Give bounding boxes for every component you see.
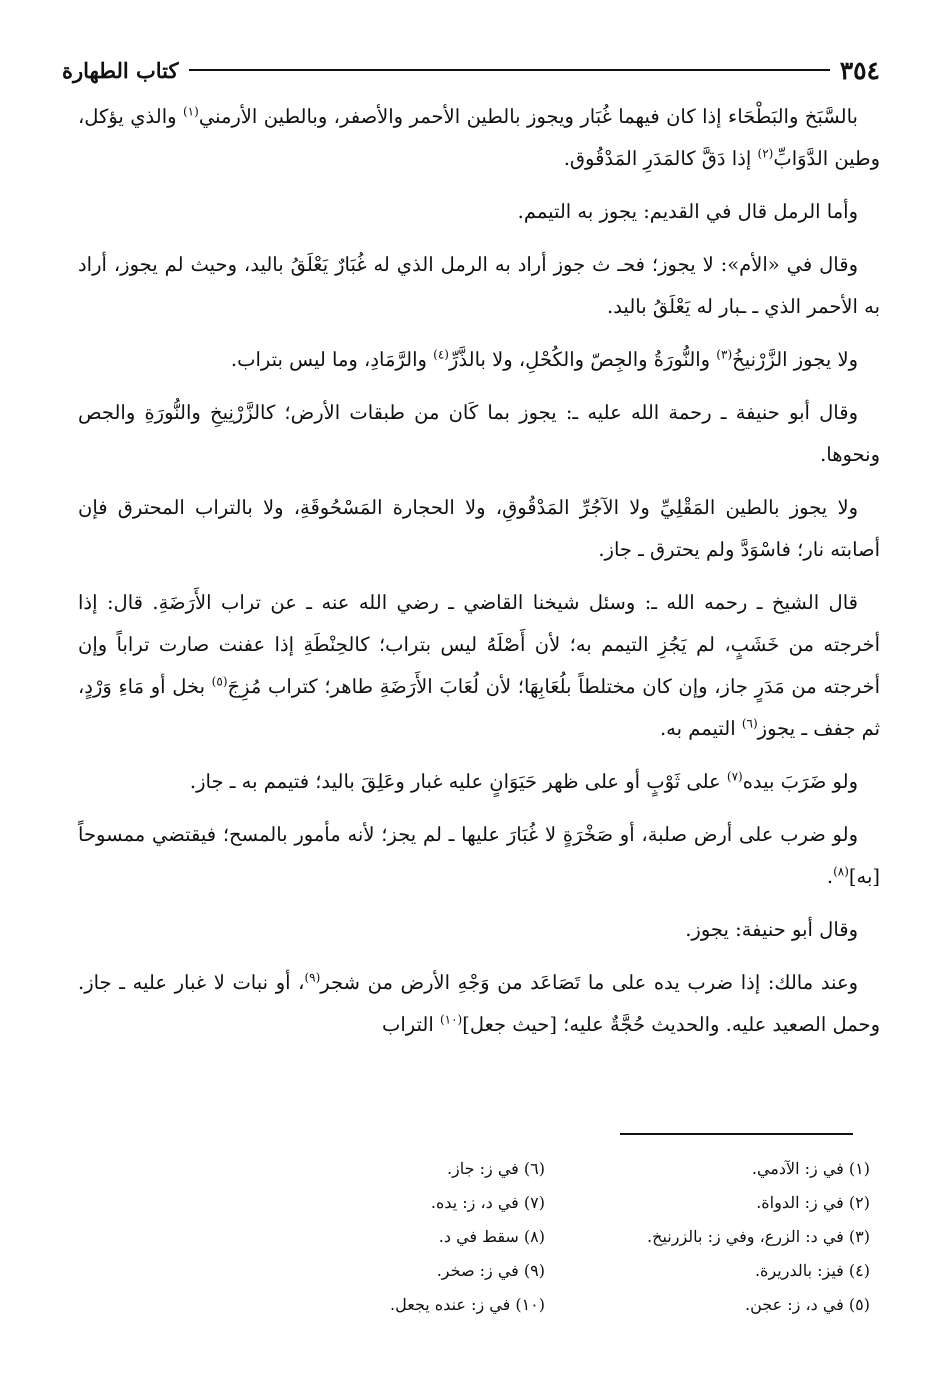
text-segment: قال الشيخ ـ رحمه الله ـ: وسئل شيخنا القاضي ـ رضي الله عنه ـ عن تراب الأَرَضَةِ. قال: إذا أخرجته من خَشَبٍ، لم يَجُزِ التيمم به؛ لأن أَصْلَهُ ليس بتراب؛ كالحِنْطَةِ إذا عفنت صارت تراباً وإن أخرجته من مَدَرٍ جاز، وإن كان مختلطاً بلُعَابِهَا؛ لأن لُعَابَ الأَرَضَةِ طاهر؛ كتراب مُزِجَ (78, 591, 880, 698)
footnote-marker: (٥) (211, 674, 228, 689)
paragraph (78, 191, 880, 233)
footnote: (٣) في د: الزرع، وفي ز: بالزرنيخ. (647, 1227, 870, 1246)
text-segment: وقال أبو حنيفة ـ رحمة الله عليه ـ: يجوز بما كَان من طبقات الأرض؛ كالزَّرْنِيخِ والنُّورَةِ والجص ونحوها. (78, 401, 880, 466)
footnotes-column-right (575, 1152, 870, 1322)
footnote-marker: (١) (182, 104, 199, 119)
paragraph (78, 761, 880, 803)
page-header (62, 52, 880, 88)
paragraph (78, 962, 880, 1046)
footnote: (٥) في د، ز: عجن. (745, 1295, 870, 1314)
footnotes (250, 1152, 870, 1322)
paragraph (78, 392, 880, 476)
paragraph (78, 909, 880, 951)
text-segment: ولا يجوز الزَّرْنيخُ (732, 348, 858, 371)
paragraph (78, 339, 880, 381)
footnote: (٩) في ز: صخر. (436, 1261, 545, 1280)
footnote: (٨) سقط في د. (438, 1227, 545, 1246)
text-segment: بخل أو مَاءِ وَرْدٍ، ثم جفف ـ يجوز (78, 675, 880, 740)
footnote-marker: (٢) (757, 146, 774, 161)
footnote-marker: (٤) (433, 347, 449, 362)
footnote-marker: (٧) (726, 769, 743, 784)
text-segment: والنُّورَةُ والجِصّ والكُحْلِ، ولا بالذَّرِّ (448, 348, 717, 371)
footnote-separator (620, 1133, 853, 1135)
text-segment: ولو ضَرَبَ بيده (742, 770, 858, 793)
text-segment: على ثَوْبٍ أو على ظهر حَيَوَانٍ عليه غبار وعَلِقَ باليد؛ فتيمم به ـ جاز. (189, 770, 727, 793)
text-segment: والرَّمَادِ، وما ليس بتراب. (230, 348, 434, 371)
footnote: (٢) في ز: الدواة. (756, 1193, 870, 1212)
book-title: كتاب الطهارة (62, 57, 179, 83)
footnote: (٧) في د، ز: يده. (430, 1193, 545, 1212)
text-segment: ولا يجوز بالطين المَقْلِيِّ ولا الآجُرِّ المَدْقُوقِ، ولا الحجارة المَسْحُوقَةِ، ولا بالتراب المحترق فإن أصابته نار؛ فاسْوَدَّ ولم يحترق ـ جاز. (78, 496, 880, 561)
paragraph (78, 487, 880, 571)
footnote-marker: (٨) (833, 864, 849, 879)
paragraph (78, 814, 880, 898)
footnote: (٦) في ز: جاز. (446, 1159, 545, 1178)
text-segment: وعند مالك: إذا ضرب يده على ما تَصَاعَد من وَجْهِ الأرض من شجر (320, 971, 858, 994)
text-segment: . (826, 865, 834, 888)
footnotes-column-left (250, 1152, 545, 1322)
text-segment: وأما الرمل قال في القديم: يجوز به التيمم. (517, 200, 858, 223)
paragraph (78, 244, 880, 328)
text-segment: إذا دَقَّ كالمَدَرِ المَدْقُوق. (563, 147, 758, 170)
footnote: (٤) فيز: بالدريرة. (754, 1261, 870, 1280)
footnote-marker: (٩) (304, 970, 321, 985)
paragraph (78, 582, 880, 750)
footnote: (١) في ز: الآدمي. (751, 1159, 870, 1178)
text-segment: وقال أبو حنيفة: يجوز. (685, 918, 858, 941)
text-segment: ، أو نبات لا غبار عليه ـ جاز. وحمل الصعيد عليه. والحديث حُجَّةٌ عليه؛ [حيث جعل] (78, 971, 880, 1036)
footnote: (١٠) في ز: عنده يجعل. (390, 1295, 545, 1314)
text-segment: التيمم به. (659, 717, 742, 740)
footnote-marker: (١٠) (439, 1012, 463, 1027)
paragraph (78, 96, 880, 180)
header-rule (189, 69, 830, 71)
text-segment: والذي يؤكل، وطين الدَّوَابِّ (78, 105, 880, 170)
text-segment: بالسَّبَخ والبَطْحَاء إذا كان فيهما غُبَار ويجوز بالطين الأحمر والأصفر، وبالطين الأرمني (198, 105, 858, 128)
footnote-marker: (٦) (741, 716, 758, 731)
main-text (78, 96, 880, 1057)
text-segment: وقال في «الأم»: لا يجوز؛ فحـ ث جوز أراد به الرمل الذي له غُبَارٌ يَعْلَقُ باليد، وحيث لم يجوز، أراد به الأحمر الذي ـ ـبار له يَعْلَقُ باليد. (78, 253, 880, 318)
text-segment: التراب (381, 1013, 440, 1036)
footnote-marker: (٣) (716, 347, 733, 362)
text-segment: ولو ضرب على أرض صلبة، أو صَخْرَةٍ لا غُبَارَ عليها ـ لم يجز؛ لأنه مأمور بالمسح؛ فيقتضي ممسوحاً [به] (78, 823, 880, 888)
page-number: ٣٥٤ (839, 55, 880, 85)
